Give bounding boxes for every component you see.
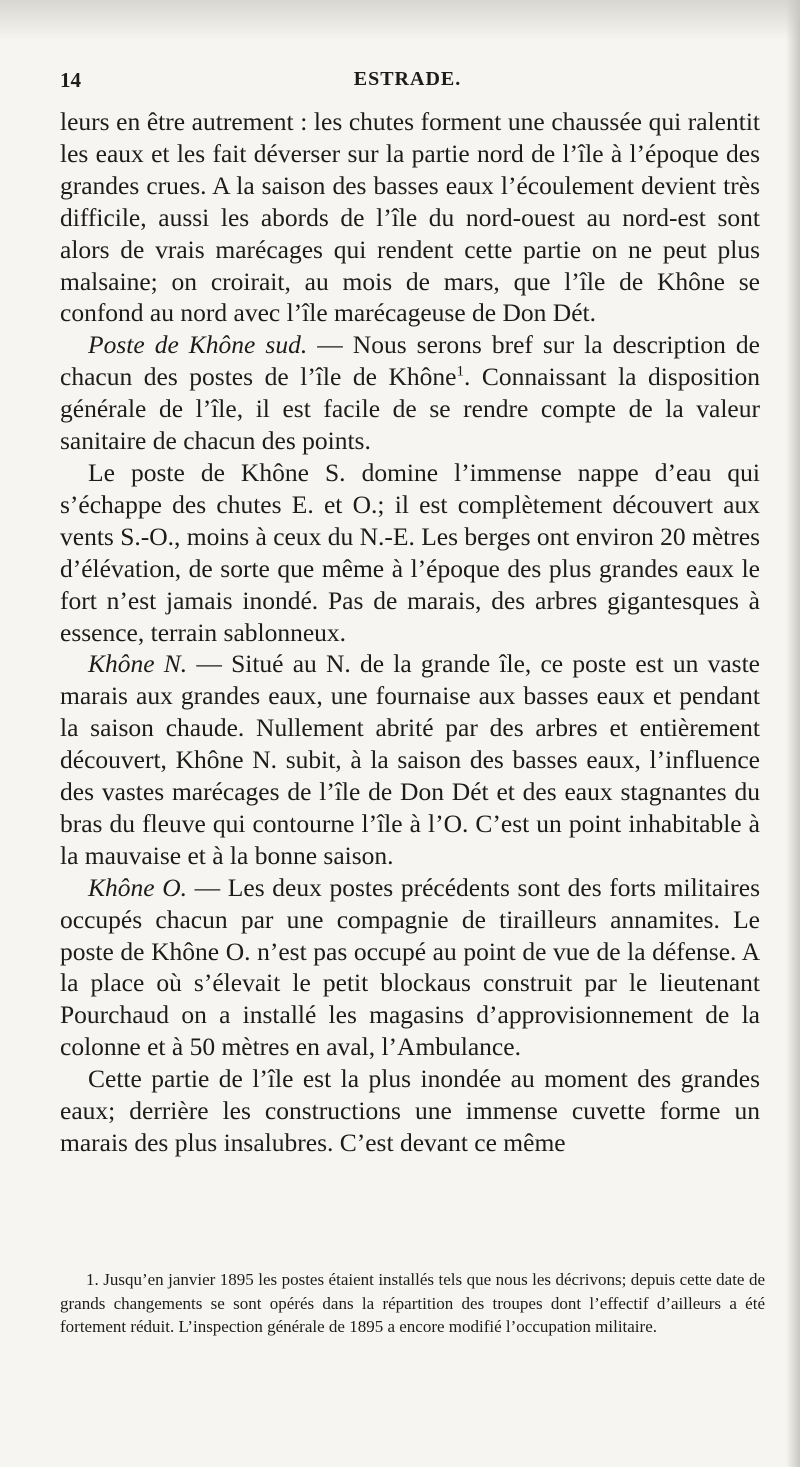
page-header [60, 68, 755, 98]
paragraph-1: leurs en être autrement : les chutes forment une chaussée qui ralentit les eaux et les fait déverser sur la partie nord de l’île à l’époque des grandes crues. A la saison des basses eaux l’écoulement devient très difficile, aussi les abords de l’île du nord-ouest au nord-est sont alors de vrais marécages qui rendent cette partie on ne peut plus malsaine; on croirait, au mois de mars, que l’île de Khône se confond au nord avec l’île marécageuse de Don Dét. [60, 107, 760, 328]
page-number: 14 [60, 68, 81, 92]
footnotes [60, 1268, 765, 1339]
body-text [60, 106, 760, 1159]
paragraph-text: . Connaissant la disposition générale de l’île, il est facile de se rendre compte de la valeur sanitaire de chacun des points. [60, 362, 760, 456]
section-heading-khone-n: Khône N. [88, 649, 188, 679]
paragraph-poste-khone-sud [60, 329, 760, 457]
paragraph-text: — Nous serons bref sur la description de chacun des postes de l’île de Khône [60, 330, 760, 392]
paragraph-6: Cette partie de l’île est la plus inondée au moment des grandes eaux; derrière les constructions une immense cuvette forme un marais des plus insalubres. C’est devant ce même [60, 1064, 760, 1157]
running-head: ESTRADE. [353, 68, 462, 90]
paragraph-khone-o [60, 872, 760, 1063]
paragraph-khone-s: Le poste de Khône S. domine l’immense nappe d’eau qui s’échappe des chutes E. et O.; il est complètement découvert aux vents S.-O., moins à ceux du N.-E. Les berges ont environ 20 mètres d’élévation, de sorte que même à l’époque des plus grandes eaux le fort n’est jamais inondé. Pas de marais, des arbres gigantesques à essence, terrain sablonneux. [60, 457, 760, 647]
paragraph-text: — Les deux postes précédents sont des forts militaires occupés chacun par une compagnie de tirailleurs annamites. Le poste de Khône O. n’est pas occupé au point de vue de la défense. A la place où s’élevait le petit blockaus construit par le lieutenant Pourchaud on a installé les magasins d’approvisionnement de la colonne et à 50 mètres en aval, l’Ambulance. [60, 872, 760, 1062]
footnote-1: 1. Jusqu’en janvier 1895 les postes étaient installés tels que nous les décrivons; depuis cette date de grands changements se sont opérés dans la répartition des troupes dont l’effectif d’ailleurs a été fortement réduit. L’inspection générale de 1895 a encore modifié l’occupation militaire. [60, 1270, 765, 1337]
paragraph-text: — Situé au N. de la grande île, ce poste est un vaste marais aux grandes eaux, une fournaise aux basses eaux et pendant la saison chaude. Nullement abrité par des arbres et entièrement découvert, Khône N. subit, à la saison des basses eaux, l’influence des vastes marécages de l’île de Don Dét et des eaux stagnantes du bras du fleuve qui contourne l’île à l’O. C’est un point inhabitable à la mauvaise et à la bonne saison. [60, 649, 760, 870]
footnote-ref: 1 [456, 363, 464, 380]
section-heading-khone-sud: Poste de Khône sud. [88, 330, 308, 360]
paragraph-khone-n [60, 648, 760, 871]
section-heading-khone-o: Khône O. [88, 872, 188, 902]
